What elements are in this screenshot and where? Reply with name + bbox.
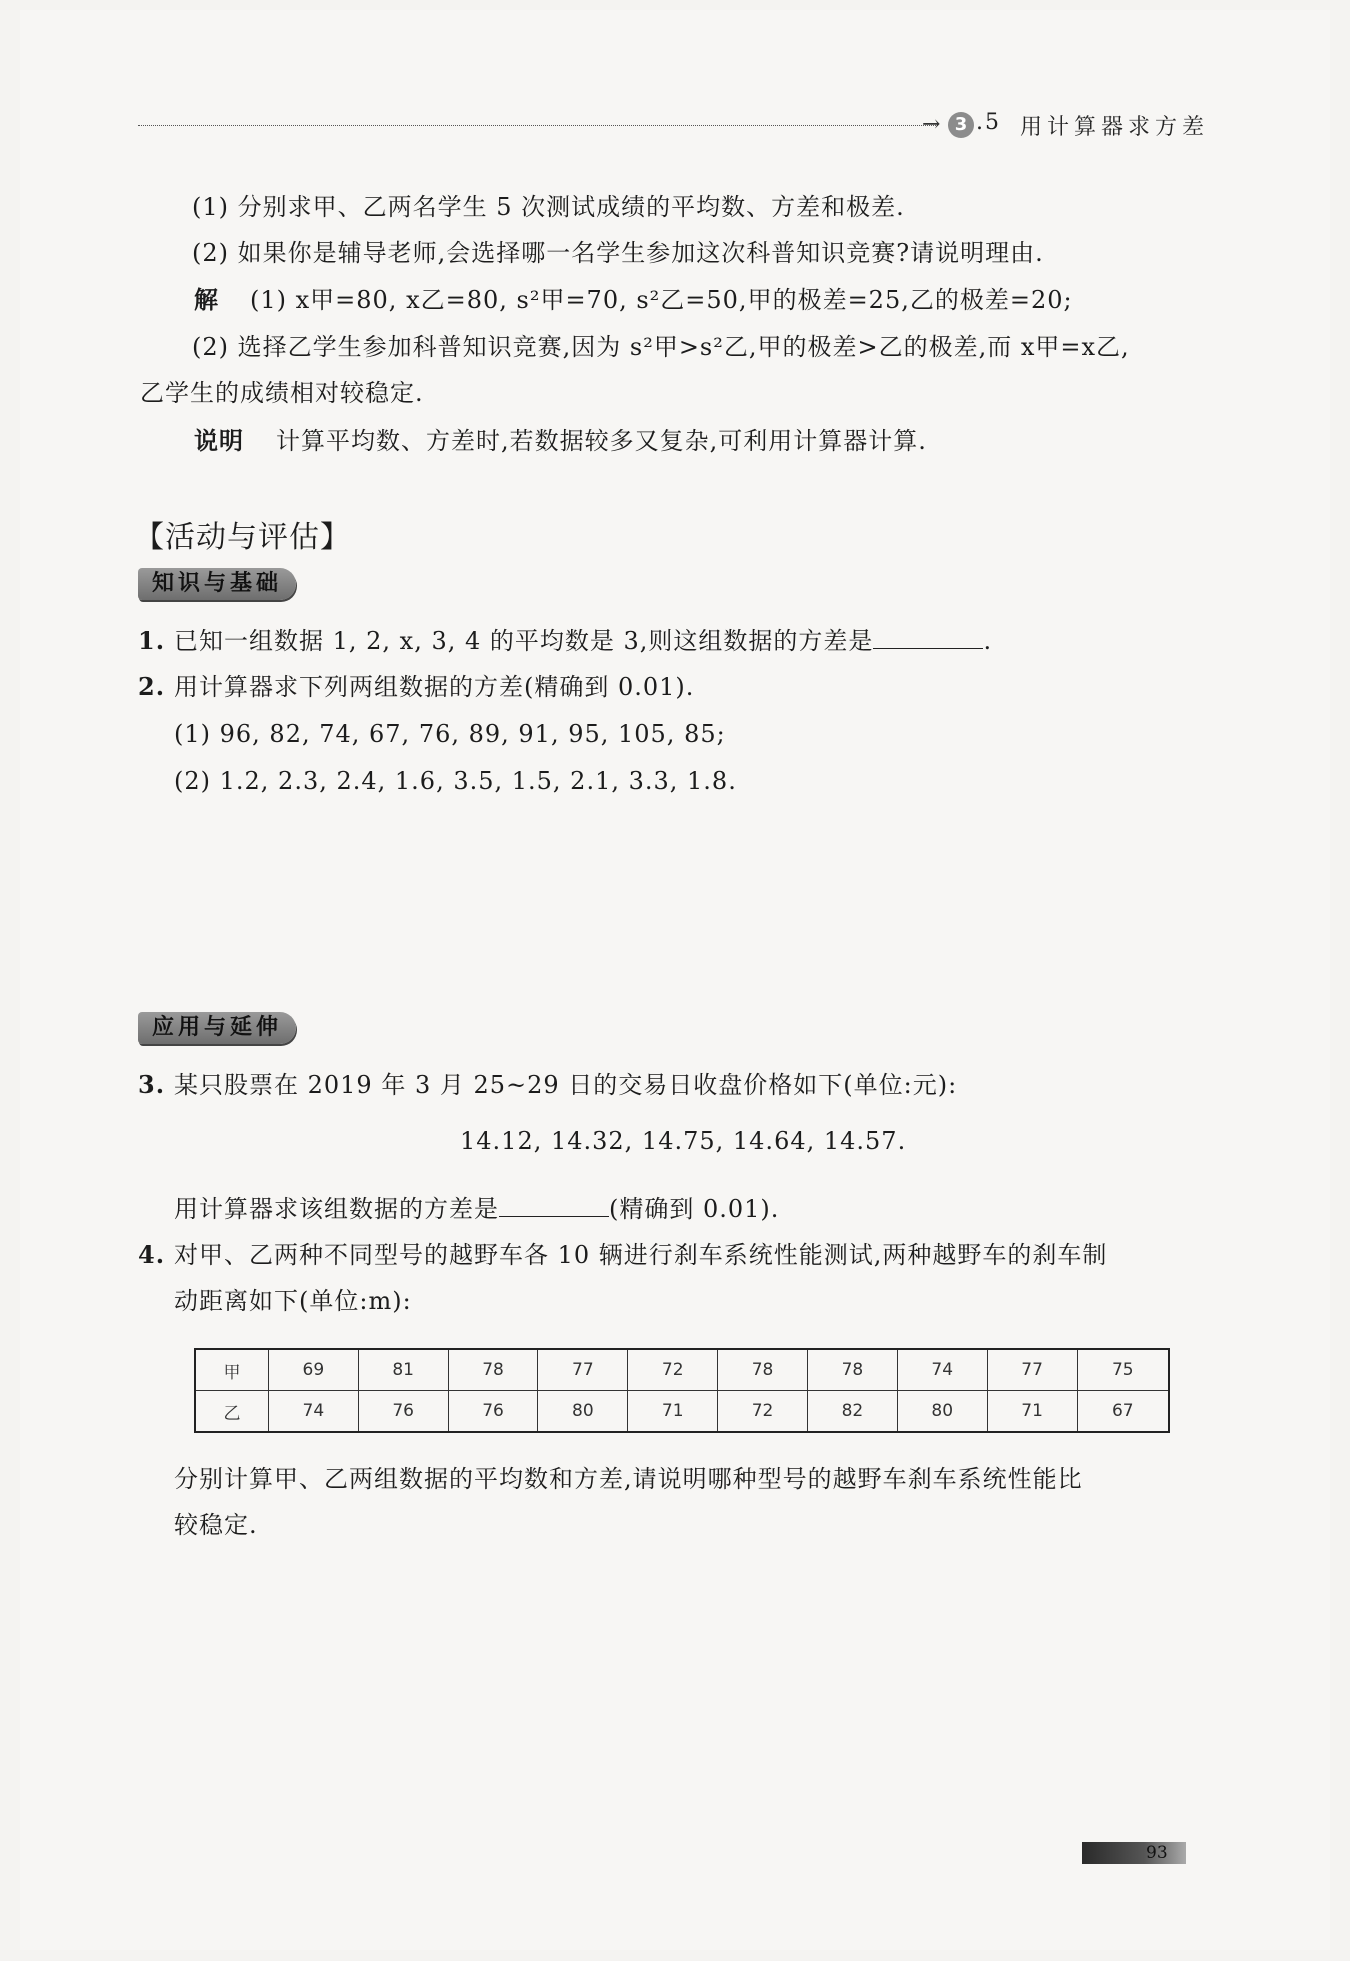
table-cell: 71: [628, 1391, 718, 1433]
problem-3-ask: [174, 1192, 779, 1226]
table-cell: 76: [448, 1391, 538, 1433]
table-cell: 69: [268, 1349, 358, 1391]
table-cell: 80: [538, 1391, 628, 1433]
problem-3-text: 某只股票在 2019 年 3 月 25~29 日的交易日收盘价格如下(单位:元):: [174, 1071, 958, 1099]
table-cell: 67: [1077, 1391, 1169, 1433]
problem-2-number: 2.: [138, 672, 166, 701]
problem-1-text: [174, 624, 992, 658]
table-cell: 71: [987, 1391, 1077, 1433]
table-cell: 81: [358, 1349, 448, 1391]
problem-4-text-line-1: 对甲、乙两种不同型号的越野车各 10 辆进行刹车系统性能测试,两种越野车的刹车制: [174, 1241, 1108, 1269]
activity-heading: 【活动与评估】: [134, 520, 351, 555]
problem-4-ask-line-2: 较稳定.: [174, 1511, 258, 1539]
problem-1-stem: 已知一组数据 1, 2, x, 3, 4 的平均数是 3,则这组数据的方差是: [174, 627, 874, 655]
table-row: [195, 1391, 1169, 1433]
section-title: 用计算器求方差: [1020, 115, 1210, 140]
problem-4-number: 4.: [138, 1240, 166, 1269]
solution-label: 解: [194, 286, 219, 314]
answer-blank: [499, 1194, 609, 1217]
table-cell: 74: [268, 1391, 358, 1433]
problem-2-part-1: (1) 96, 82, 74, 67, 76, 89, 91, 95, 105, 85;: [174, 720, 726, 748]
page-number-bar: [1082, 1842, 1186, 1864]
table-cell: 77: [538, 1349, 628, 1391]
table-cell: 76: [358, 1391, 448, 1433]
example-question-1: (1) 分别求甲、乙两名学生 5 次测试成绩的平均数、方差和极差.: [192, 193, 905, 221]
problem-3-number: 3.: [138, 1070, 166, 1099]
braking-distance-table: [194, 1348, 1170, 1433]
table-cell: 72: [628, 1349, 718, 1391]
table-cell: 75: [1077, 1349, 1169, 1391]
solution-part-2-cont: 乙学生的成绩相对较稳定.: [140, 379, 424, 407]
row-label: 乙: [195, 1391, 268, 1433]
problem-4-ask-line-1: 分别计算甲、乙两组数据的平均数和方差,请说明哪种型号的越野车刹车系统性能比: [174, 1465, 1083, 1493]
note-label: 说明: [194, 427, 244, 455]
arrow-icon: →: [922, 112, 941, 137]
table-cell: 72: [718, 1391, 808, 1433]
table-cell: 78: [807, 1349, 897, 1391]
note-text: 计算平均数、方差时,若数据较多又复杂,可利用计算器计算.: [276, 427, 927, 455]
table-cell: 74: [897, 1349, 987, 1391]
header-dotted-rule: [138, 125, 938, 126]
table-cell: 78: [448, 1349, 538, 1391]
solution-part-1: (1) x甲=80, x乙=80, s²甲=70, s²乙=50,甲的极差=25,乙的极差=20;: [250, 286, 1073, 314]
table-row: [195, 1349, 1169, 1391]
problem-3-data: 14.12, 14.32, 14.75, 14.64, 14.57.: [460, 1127, 907, 1155]
table-cell: 82: [807, 1391, 897, 1433]
example-question-2: (2) 如果你是辅导老师,会选择哪一名学生参加这次科普知识竞赛?请说明理由.: [192, 239, 1044, 267]
problem-4-text-line-2: 动距离如下(单位:m):: [174, 1287, 412, 1315]
table-cell: 80: [897, 1391, 987, 1433]
solution-part-2: (2) 选择乙学生参加科普知识竞赛,因为 s²甲>s²乙,甲的极差>乙的极差,而 x甲=x乙,: [192, 333, 1130, 361]
applied-banner: 应用与延伸: [138, 1012, 296, 1044]
row-label: 甲: [195, 1349, 268, 1391]
page-number: 93: [1146, 1843, 1168, 1863]
chapter-number-badge: 3: [948, 112, 974, 138]
answer-blank: [873, 626, 983, 649]
problem-1-period: .: [983, 627, 993, 655]
problem-1-number: 1.: [138, 626, 166, 655]
table-cell: 77: [987, 1349, 1077, 1391]
problem-3-ask-stem: 用计算器求该组数据的方差是: [174, 1195, 499, 1223]
problem-3-ask-precision: (精确到 0.01).: [609, 1195, 780, 1223]
problem-2-text: 用计算器求下列两组数据的方差(精确到 0.01).: [174, 673, 695, 701]
table-cell: 78: [718, 1349, 808, 1391]
section-number-suffix: .5: [976, 110, 1001, 135]
problem-2-part-2: (2) 1.2, 2.3, 2.4, 1.6, 3.5, 1.5, 2.1, 3.3, 1.8.: [174, 767, 737, 795]
basics-banner: 知识与基础: [138, 568, 296, 600]
